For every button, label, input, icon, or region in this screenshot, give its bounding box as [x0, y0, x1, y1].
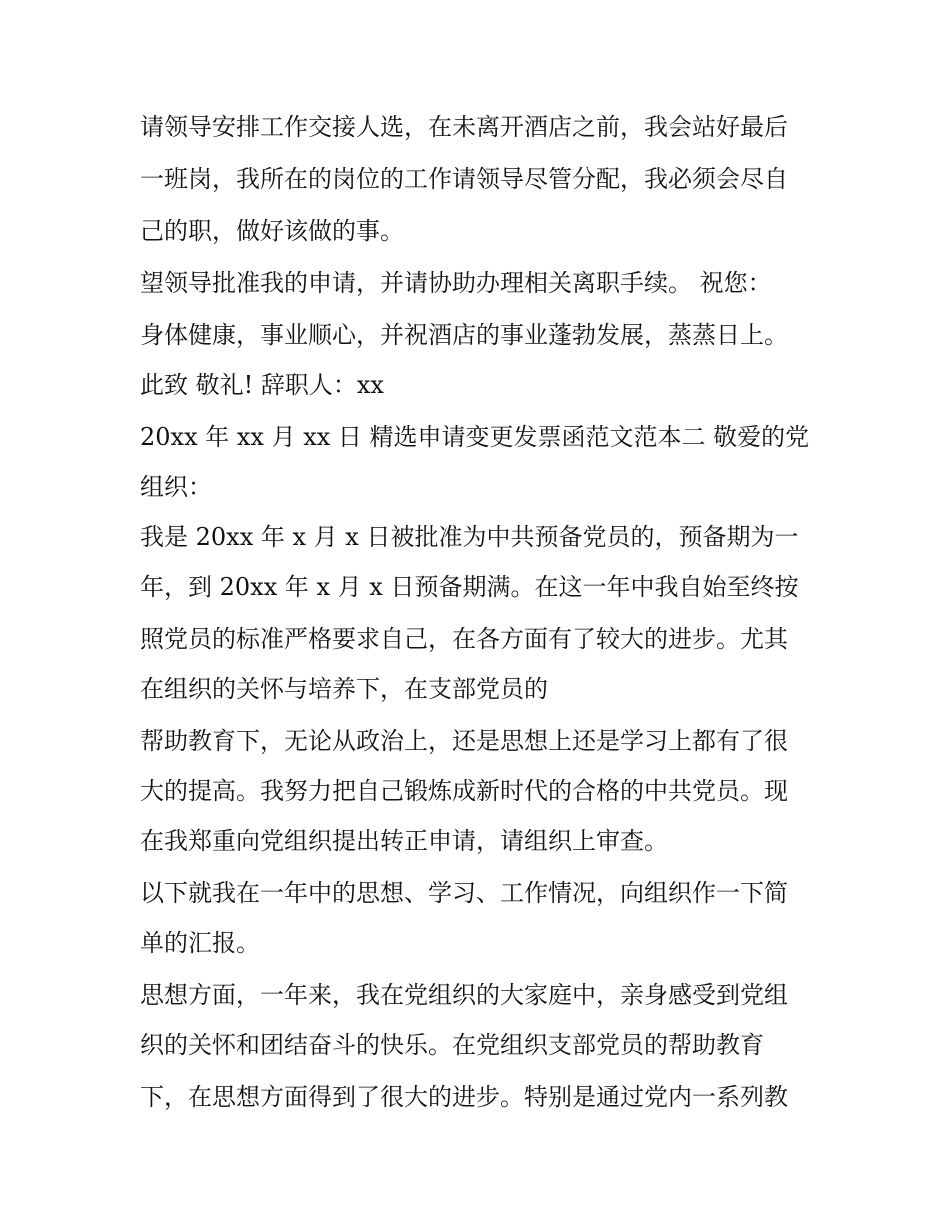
text-line: 思想方面，一年来，我在党组织的大家庭中，亲身感受到党组	[140, 981, 788, 1009]
text-line: 在我郑重向党组织提出转正申请，请组织上审查。	[140, 827, 668, 855]
text-line: 望领导批准我的申请，并请协助办理相关离职手续。 祝您：	[140, 269, 772, 297]
text-line: 下，在思想方面得到了很大的进步。特别是通过党内一系列教	[140, 1083, 788, 1111]
text-line: 以下就我在一年中的思想、学习、工作情况，向组织作一下简	[140, 879, 788, 907]
text-line: 帮助教育下，无论从政治上，还是思想上还是学习上都有了很	[140, 727, 788, 755]
text-line: 20xx 年 xx 月 xx 日 精选申请变更发票函范文范本二 敬爱的党	[140, 423, 810, 451]
text-line: 大的提高。我努力把自己锻炼成新时代的合格的中共党员。现	[140, 777, 788, 805]
text-line: 身体健康，事业顺心，并祝酒店的事业蓬勃发展，蒸蒸日上。	[140, 321, 788, 349]
text-line: 一班岗，我所在的岗位的工作请领导尽管分配，我必须会尽自	[140, 165, 788, 193]
text-line: 单的汇报。	[140, 929, 260, 957]
text-line: 组织：	[140, 473, 212, 501]
text-line: 此致 敬礼! 辞职人：xx	[140, 371, 384, 399]
text-line: 年，到 20xx 年 x 月 x 日预备期满。在这一年中我自始至终按	[140, 573, 799, 601]
text-line: 在组织的关怀与培养下，在支部党员的	[140, 675, 548, 703]
text-line: 织的关怀和团结奋斗的快乐。在党组织支部党员的帮助教育	[140, 1031, 764, 1059]
text-line: 请领导安排工作交接人选，在未离开酒店之前，我会站好最后	[140, 113, 788, 141]
text-line: 我是 20xx 年 x 月 x 日被批准为中共预备党员的，预备期为一	[140, 523, 799, 551]
text-line: 照党员的标准严格要求自己，在各方面有了较大的进步。尤其	[140, 625, 788, 653]
text-line: 己的职，做好该做的事。	[140, 217, 404, 245]
